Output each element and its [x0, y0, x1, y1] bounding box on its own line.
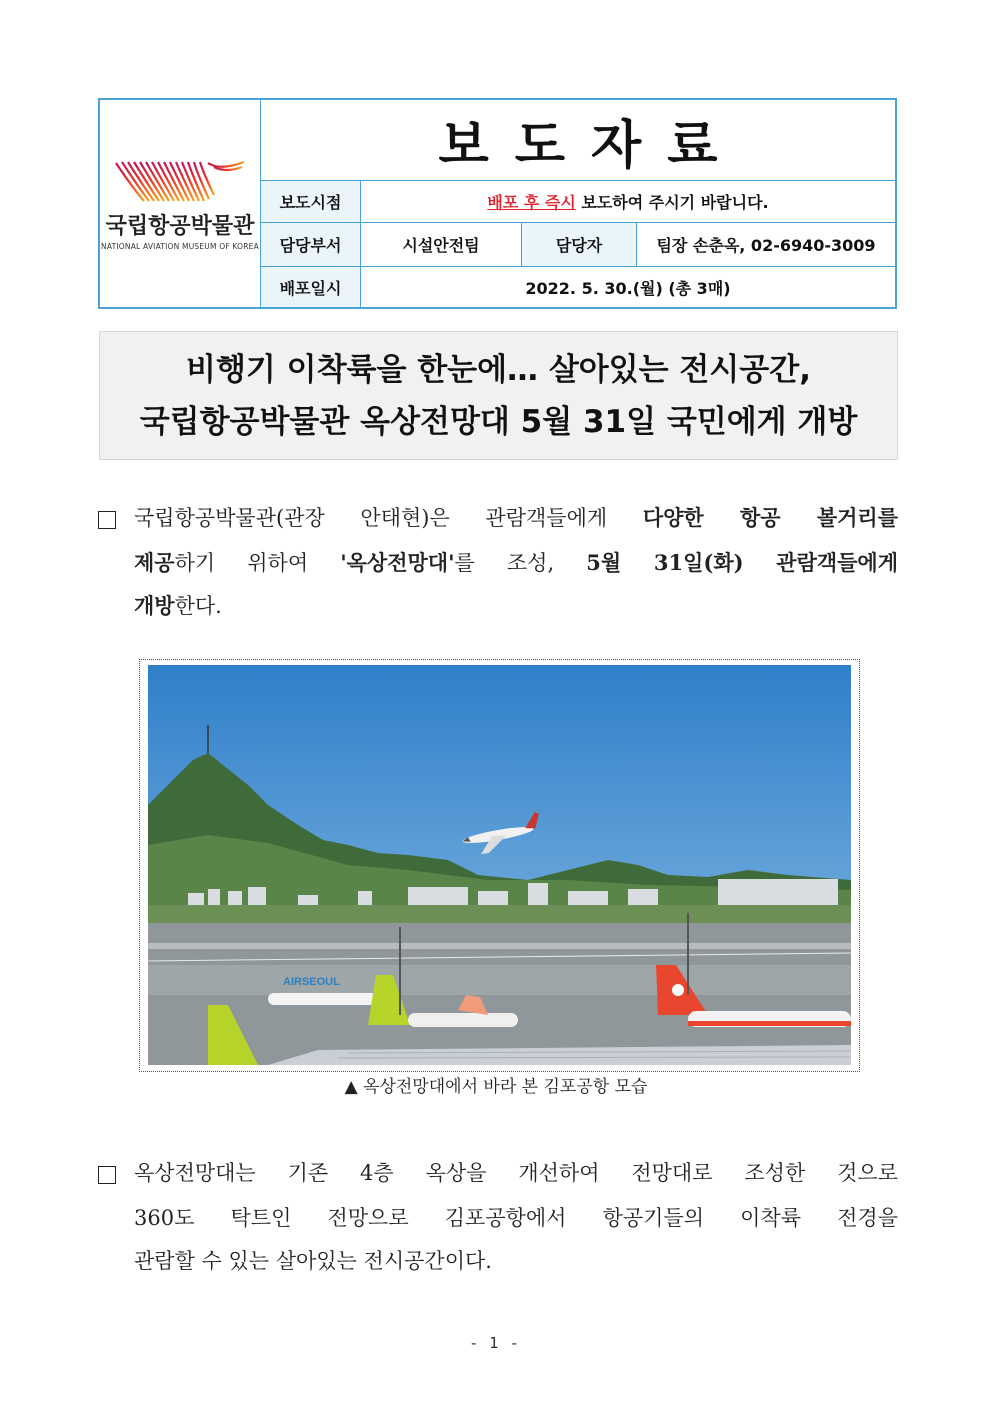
contact-label: 담당자 [522, 223, 636, 266]
checkbox-bullet-icon [98, 1166, 116, 1184]
checkbox-bullet-icon [98, 511, 116, 529]
paragraph-2-line-2: 360도 탁트인 전망으로 김포공항에서 항공기들의 이착륙 전경을 [134, 1206, 898, 1230]
page-title: 보도자료 [438, 115, 744, 176]
logo-name: 국립항공박물관 [105, 213, 255, 239]
release-rest: 보도하여 주시기 바랍니다. [575, 193, 769, 212]
photo-caption: ▲ 옥상전망대에서 바라 본 김포공항 모습 [344, 1077, 648, 1097]
release-value [361, 181, 895, 222]
dept-label: 담당부서 [261, 223, 360, 266]
press-release-header [98, 98, 897, 309]
paragraph-1-line-2: 제공하기 위하여 '옥상전망대'를 조성, 5월 31일(화) 관람객들에게 [134, 550, 899, 575]
paragraph-1 [96, 496, 898, 636]
headline-line-1: 비행기 이착륙을 한눈에… 살아있는 전시공간, [186, 351, 811, 388]
paragraph-2 [96, 1151, 898, 1291]
airport-view-image [148, 665, 851, 1065]
paragraph-1-line-3: 개방한다. [134, 593, 222, 618]
date-value: 2022. 5. 30.(월) (총 3매) [525, 278, 731, 298]
gimpo-airport-photo [139, 659, 860, 1072]
headline-line-2: 국립항공박물관 옥상전망대 5월 31일 국민에게 개방 [139, 403, 858, 440]
date-label: 배포일시 [261, 267, 360, 307]
logo-subtitle: NATIONAL AVIATION MUSEUM OF KOREA [101, 241, 259, 251]
svg-text:AIRSEOUL: AIRSEOUL [283, 976, 340, 988]
release-label: 보도시점 [261, 181, 360, 222]
release-highlight: 배포 후 즉시 [487, 193, 576, 212]
headline-box [99, 331, 898, 460]
page-number: - 1 - [471, 1334, 521, 1352]
museum-logo-icon [110, 157, 250, 205]
logo-block [100, 100, 260, 307]
contact-value: 팀장 손춘옥, 02-6940-3009 [656, 236, 876, 255]
paragraph-1-line-1: 국립항공박물관(관장 안태현)은 관람객들에게 다양한 항공 볼거리를 [134, 505, 898, 530]
paragraph-2-line-3: 관람할 수 있는 살아있는 전시공간이다. [134, 1249, 492, 1273]
dept-value: 시설안전팀 [402, 236, 480, 255]
paragraph-2-line-1: 옥상전망대는 기존 4층 옥상을 개선하여 전망대로 조성한 것으로 [134, 1161, 898, 1185]
